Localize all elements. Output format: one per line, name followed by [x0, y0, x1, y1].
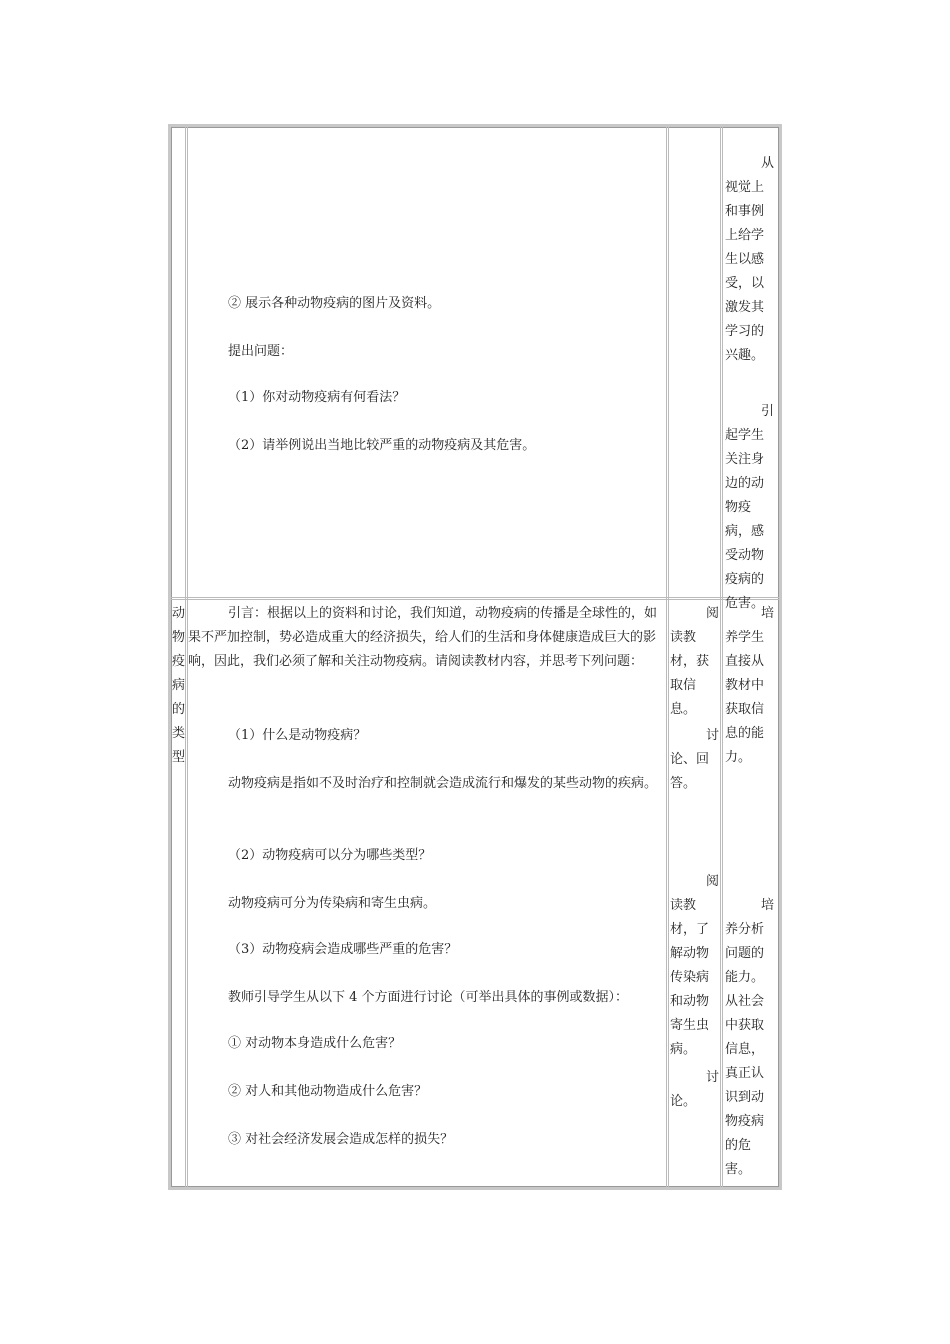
row2-activity-2: 讨论、回答。: [670, 728, 720, 791]
row1-content-line: 提出问题：: [228, 344, 294, 359]
row2-guide: 教师引导学生从以下 4 个方面进行讨论（可举出具体的事例或数据）：: [228, 990, 629, 1005]
row2-point: ② 对人和其他动物造成什么危害？: [228, 1084, 428, 1099]
col-divider-3: [720, 127, 723, 1187]
row2-topic: 动物疫病的类型: [172, 606, 186, 765]
row2-question-2: （2）动物疫病可以分为哪些类型？: [228, 848, 432, 863]
row2-answer-2: 动物疫病可分为传染病和寄生虫病。: [228, 896, 437, 911]
row1-purpose-2: 引起学生关注身边的动物疫病，感受动物疫病的危害。: [725, 404, 775, 611]
row-divider: [171, 597, 779, 600]
row2-activity-3: 阅读教材，了解动物传染病和动物寄生虫病。: [670, 874, 720, 1057]
row2-point: ① 对动物本身造成什么危害？: [228, 1036, 402, 1051]
row2-activity-4: 讨论。: [670, 1070, 720, 1109]
row2-activity-1: 阅读教材，获取信息。: [670, 606, 720, 717]
row2-intro: 引言：根据以上的资料和讨论，我们知道，动物疫病的传播是全球性的，如果不严加控制，势必造成重大的经济损失，给人们的生活和身体健康造成巨大的影响，因此，我们必须了解和关注动物疫病。请阅读教材内容，并思考下列问题：: [188, 606, 658, 669]
row1-purpose-1: 从视觉上和事例上给学生以感受，以激发其学习的兴趣。: [725, 156, 775, 363]
row2-question-3: （3）动物疫病会造成哪些严重的危害？: [228, 942, 458, 957]
col-divider-2: [666, 127, 669, 1187]
row1-content-line: ② 展示各种动物疫病的图片及资料。: [228, 296, 441, 311]
row1-content-line: （1）你对动物疫病有何看法？: [228, 390, 406, 405]
row1-content-line: （2）请举例说出当地比较严重的动物疫病及其危害。: [228, 438, 536, 453]
row2-point: ③ 对社会经济发展会造成怎样的损失？: [228, 1132, 454, 1147]
row2-purpose-2: 培养分析问题的能力。从社会中获取信息，真正认识到动物疫病的危害。: [725, 898, 775, 1177]
row2-question-1: （1）什么是动物疫病？: [228, 728, 367, 743]
row2-answer-1: 动物疫病是指如不及时治疗和控制就会造成流行和爆发的某些动物的疾病。: [228, 776, 658, 791]
row2-purpose-1: 培养学生直接从教材中获取信息的能力。: [725, 606, 775, 765]
